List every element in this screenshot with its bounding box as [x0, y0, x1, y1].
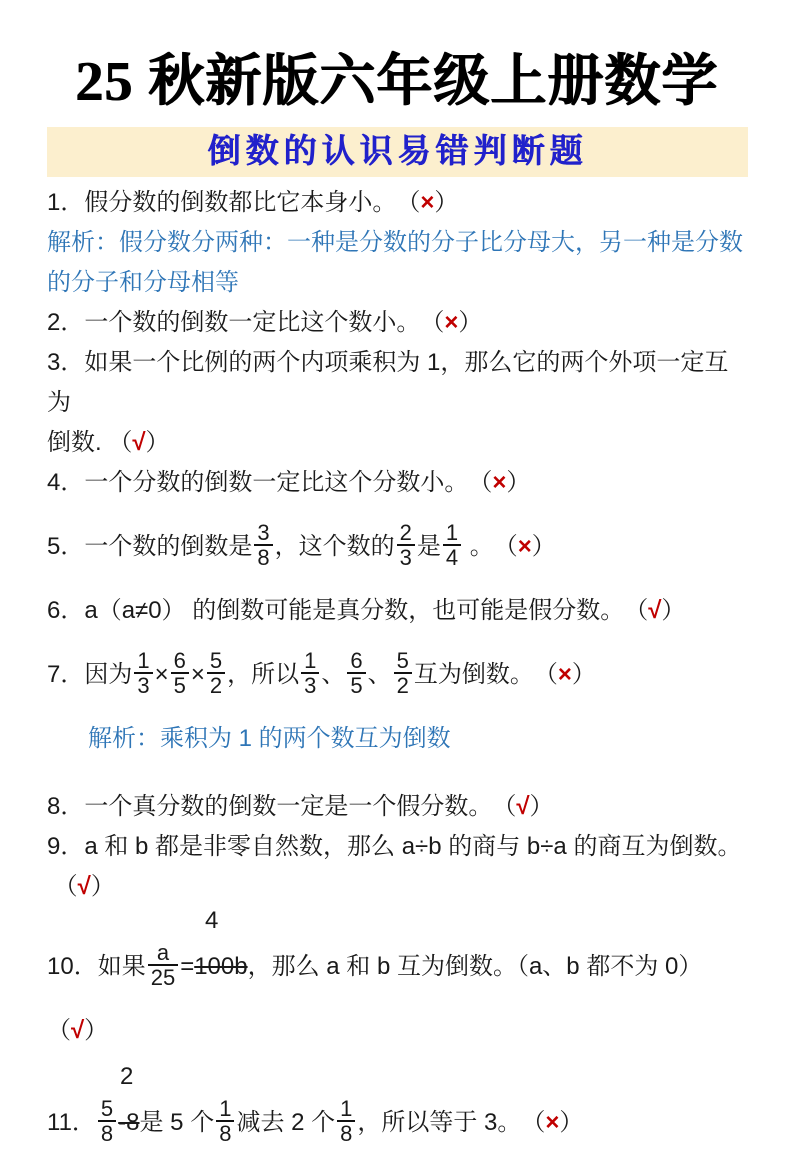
check-mark: √ [648, 596, 662, 624]
question-line [47, 643, 745, 707]
fraction [443, 521, 461, 571]
question-line [47, 183, 745, 223]
paren-open: （ [533, 1108, 546, 1136]
fraction-denominator: 2 [207, 672, 225, 698]
stray-numeral [120, 1063, 745, 1091]
answer-mark [636, 597, 685, 624]
answer-mark [47, 1017, 108, 1044]
fraction-denominator: 8 [337, 1120, 355, 1146]
text-run: = [180, 952, 195, 980]
paren-open: （ [545, 660, 558, 688]
fraction [207, 649, 225, 699]
paren-close: ） [571, 660, 596, 688]
paren-close: ） [531, 532, 556, 560]
fraction-numerator: 1 [219, 1095, 232, 1121]
fraction-denominator: 3 [397, 544, 415, 570]
text-run [47, 873, 54, 900]
answer-mark [546, 661, 596, 688]
text-run: 2．一个数的倒数一定比这个数小。 [47, 308, 433, 336]
fraction-denominator: 3 [134, 672, 152, 698]
answer-mark [480, 469, 530, 496]
page-title: 25 秋新版六年级上册数学 [75, 51, 718, 113]
fraction-numerator: 1 [137, 647, 150, 673]
fraction-denominator: 5 [347, 672, 365, 698]
wrong-mark: × [492, 468, 507, 496]
question-line [47, 787, 745, 827]
paren-close: ） [458, 308, 483, 336]
question-line [47, 423, 745, 463]
wrong-mark: × [517, 532, 532, 560]
blank-line [47, 759, 745, 787]
text-run: × [190, 660, 205, 688]
question-line [47, 515, 745, 579]
fraction-numerator: 1 [445, 519, 459, 545]
text-run: 是 5 个 [139, 1108, 215, 1136]
answer-mark [432, 309, 482, 336]
fraction-numerator: 2 [399, 519, 412, 545]
text-run: ，这个数的 [274, 532, 395, 560]
text-run: 互为倒数。 [413, 660, 546, 688]
paren-open: （ [47, 1016, 71, 1044]
paren-close: ） [506, 468, 531, 496]
fraction-denominator: 3 [301, 672, 319, 698]
fraction [337, 1097, 355, 1147]
question-line [47, 591, 745, 631]
analysis-line [47, 223, 745, 263]
fraction-numerator: a [156, 939, 170, 965]
fraction-numerator: 6 [173, 647, 186, 673]
check-mark: √ [71, 1016, 85, 1044]
struck-out-text: -8 [118, 1108, 140, 1136]
wrong-mark: × [420, 188, 435, 216]
text-run: 4．一个分数的倒数一定比这个分数小。 [47, 468, 481, 496]
text-run: 、 [321, 660, 346, 688]
paren-open: （ [505, 532, 518, 560]
fraction-denominator: 25 [148, 964, 178, 990]
text-run: 2 [120, 1062, 134, 1090]
question-line [47, 867, 745, 907]
text-run: 、 [367, 660, 392, 688]
text-run: ，所以等于 3。 [357, 1108, 534, 1136]
answer-mark [504, 793, 553, 820]
question-line [47, 1091, 745, 1155]
question-line [47, 343, 745, 423]
fraction [171, 649, 189, 699]
check-mark: √ [132, 428, 146, 456]
text-run: 9．a 和 b 都是非零自然数，那么 a÷b 的商与 b÷a 的商互为倒数。 [47, 832, 742, 860]
text-run: 6．a（a≠0） 的倒数可能是真分数，也可能是假分数。 [47, 596, 637, 624]
text-run: 10．如果 [47, 952, 146, 980]
text-run: 3．如果一个比例的两个内项乘积为 1，那么它的两个外项一定互为 [47, 348, 729, 416]
analysis-line [47, 263, 745, 303]
fraction [397, 521, 415, 571]
text-run: 11． [47, 1108, 96, 1136]
text-run: 4 [205, 906, 219, 934]
text-run: ，那么 a 和 b 互为倒数。（a、b 都不为 0） [247, 952, 715, 980]
paren-open: （ [504, 792, 517, 820]
fraction-denominator: 8 [98, 1120, 116, 1146]
fraction-denominator: 8 [216, 1120, 234, 1146]
worksheet-page [0, 46, 793, 1168]
fraction [134, 649, 152, 699]
answer-mark [108, 429, 169, 456]
check-mark: √ [77, 872, 91, 900]
paren-close: ） [90, 872, 115, 900]
fraction-denominator: 2 [394, 672, 412, 698]
fraction-numerator: 6 [350, 647, 363, 673]
paren-open: （ [408, 188, 421, 216]
answer-mark [408, 189, 458, 216]
text-run: 解析：假分数分两种：一种是分数的分子比分母大，另一种是分数 [47, 228, 743, 256]
text-run: ，所以 [227, 660, 300, 688]
struck-out-text: 100b [194, 952, 248, 980]
paren-close: ） [84, 1016, 109, 1044]
answer-mark [506, 533, 556, 560]
paren-close: ） [661, 596, 686, 624]
answer-mark [533, 1109, 583, 1136]
fraction-numerator: 5 [396, 647, 409, 673]
fraction-numerator: 1 [340, 1095, 353, 1121]
paren-open: （ [480, 468, 493, 496]
question-line [47, 463, 745, 503]
fraction [301, 649, 319, 699]
fraction [148, 941, 178, 991]
fraction [347, 649, 365, 699]
wrong-mark: × [557, 660, 572, 688]
text-run: 8．一个真分数的倒数一定是一个假分数。 [47, 792, 505, 820]
fraction-numerator: 3 [257, 519, 270, 545]
paren-close: ） [559, 1108, 584, 1136]
fraction-denominator: 5 [171, 672, 189, 698]
text-run: 。 [463, 532, 506, 560]
question-line [47, 827, 745, 867]
fraction-denominator: 4 [443, 544, 461, 570]
text-run: 的分子和分母相等 [47, 268, 239, 296]
fraction-numerator: 1 [304, 647, 317, 673]
text-run: 1．假分数的倒数都比它本身小。 [47, 188, 409, 216]
paren-open: （ [636, 596, 649, 624]
paren-close: ） [434, 188, 459, 216]
fraction [254, 521, 272, 571]
text-run: 7．因为 [47, 660, 133, 688]
fraction [216, 1097, 234, 1147]
analysis-line [88, 719, 745, 759]
fraction-denominator: 8 [254, 544, 272, 570]
paren-open: （ [432, 308, 445, 336]
paren-close: ） [145, 428, 170, 456]
paren-close: ） [529, 792, 554, 820]
paren-open: （ [108, 428, 133, 456]
question-line [47, 935, 745, 1063]
subtitle-banner: 倒数的认识易错判断题 [47, 127, 748, 177]
paren-open: （ [53, 872, 78, 900]
answer-mark [54, 873, 115, 900]
stray-numeral [205, 907, 745, 935]
text-run: 解析：乘积为 1 的两个数互为倒数 [88, 724, 451, 752]
wrong-mark: × [444, 308, 459, 336]
text-run: 是 [416, 532, 441, 560]
text-run: × [154, 660, 169, 688]
questions-list [0, 183, 793, 1155]
check-mark: √ [516, 792, 530, 820]
question-line [47, 303, 745, 343]
fraction-numerator: 5 [100, 1095, 114, 1121]
wrong-mark: × [545, 1108, 560, 1136]
fraction [394, 649, 412, 699]
fraction [98, 1097, 116, 1147]
text-run: 5．一个数的倒数是 [47, 532, 253, 560]
text-run: 减去 2 个 [236, 1108, 336, 1136]
fraction-numerator: 5 [209, 647, 223, 673]
text-run: 倒数. [47, 428, 109, 456]
